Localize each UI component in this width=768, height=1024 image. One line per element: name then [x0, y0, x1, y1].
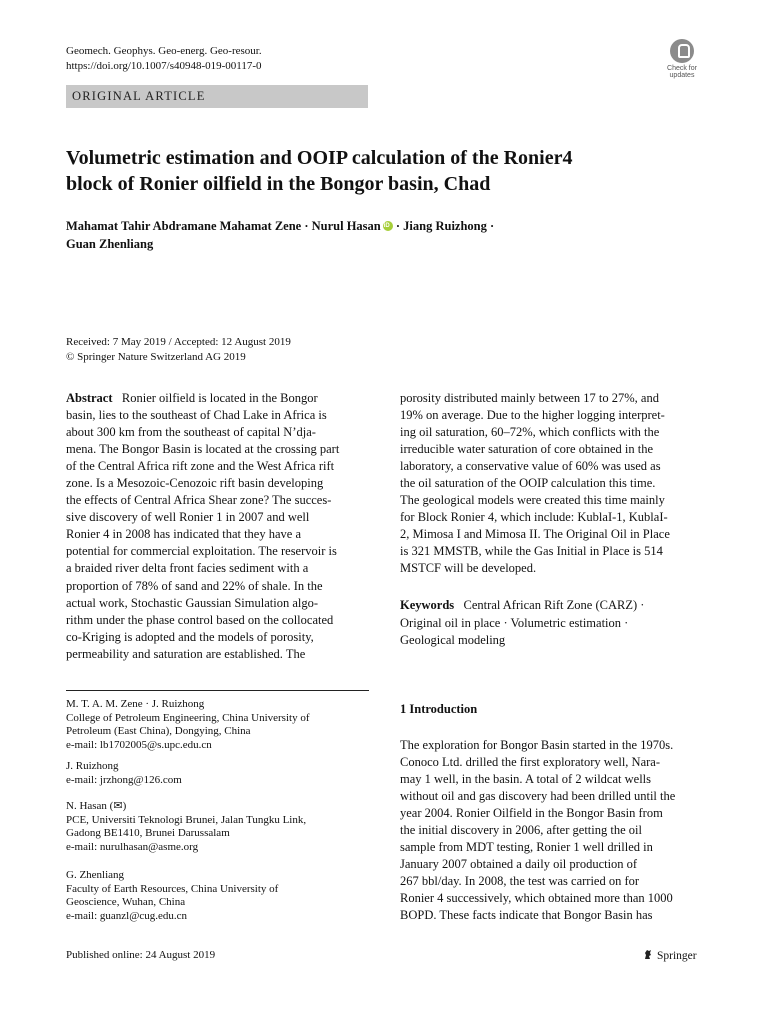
abstract-label: Abstract	[66, 391, 113, 405]
author-name[interactable]: Jiang Ruizhong	[403, 219, 487, 233]
email-link[interactable]: e-mail: nurulhasan@asme.org	[66, 841, 199, 854]
article-dates	[66, 335, 291, 365]
section-heading: 1 Introduction	[400, 702, 478, 716]
affiliation-block: J. Ruizhong e-mail: jrzhong@126.com	[66, 760, 369, 787]
keywords-block	[400, 597, 703, 650]
check-for-updates-badge[interactable]	[662, 39, 702, 79]
doi-link[interactable]: https://doi.org/10.1007/s40948-019-00117-0	[66, 60, 262, 72]
email-link[interactable]: e-mail: lb1702005@s.upc.edu.cn	[66, 739, 212, 752]
article-type: ORIGINAL ARTICLE	[72, 89, 206, 103]
springer-horse-icon	[643, 949, 653, 960]
article-type-band	[66, 85, 368, 108]
paper-title: Volumetric estimation and OOIP calculation of the Ronier4 block of Ronier oilfield in the Bongor basin, Chad	[66, 147, 573, 195]
affiliation-block: N. Hasan (✉) PCE, Universiti Teknologi Brunei, Jalan Tungku Link, Gadong BE1410, Brunei Darussalam e-mail: nurulhasan@asme.org	[66, 800, 369, 855]
keywords-label: Keywords	[400, 598, 455, 612]
journal-header	[66, 44, 262, 74]
introduction-text: The exploration for Bongor Basin started in the 1970s. Conoco Ltd. drilled the first exploratory well, Nara- may 1 well, in the basin. A total of 2 wildcat wells without oil and gas discovery had been drilled until the year 2004. Ronier Oilfield in the Bongor Basin from the initial discovery in 2006, after getting the oil sample from MDT testing, Ronier 1 well drilled in January 2007 obtained a daily oil production of 267 bbl/day. In 2008, the test was carried on for Ronier 4 successively, which obtained more than 1000 BOPD. These facts indicate that Bongor Basin has	[400, 738, 676, 923]
publisher-name: Springer	[657, 950, 697, 962]
abstract-left-column: Abstract Ronier oilfield is located in the Bongor basin, lies to the southeast of Chad Lake in Africa is about 300 km from the southeast of capital N’dja- mena. The Bongor Basin is located at the crossing part of the Central Africa rift zone and the West Africa rift zone. Is a Mesozoic-Cenozoic rift basin developing the effects of Central Africa Shear zone? The succes- sive discovery of well Ronier 1 in 2007 and well Ronier 4 in 2008 has indicated that they have a potential for commercial exploitation. The reservoir is a braided river delta front facies sediment with a proportion of 78% of sand and 22% of shale. In the actual work, Stochastic Gaussian Simulation algo- rithm under the phase control based on the collocated co-Kriging is adopted and the models of porosity, permeability and saturation are established. The	[66, 391, 340, 661]
email-link[interactable]: e-mail: jrzhong@126.com	[66, 773, 182, 786]
orcid-icon[interactable]	[383, 221, 393, 231]
email-link[interactable]: e-mail: guanzl@cug.edu.cn	[66, 910, 187, 923]
affiliation-block: M. T. A. M. Zene · J. Ruizhong College of Petroleum Engineering, China University of Petroleum (East China), Dongying, China e-mail: lb1702005@s.upc.edu.cn	[66, 698, 369, 753]
author-name[interactable]: Mahamat Tahir Abdramane Mahamat Zene	[66, 219, 302, 233]
abstract-right-column: porosity distributed mainly between 17 to 27%, and 19% on average. Due to the higher logging interpret- ing oil saturation, 60–72%, which conflicts with the irreducible water saturation of core obtained in the laboratory, a conservative value of 60% was used as the oil saturation of the OOIP calculation this time. The geological models were created this time mainly for Block Ronier 4, which include: KublaI-1, KublaI- 2, Mimosa I and Mimosa II. The Original Oil in Place is 321 MMSTB, while the Gas Initial in Place is 514 MSTCF will be developed.	[400, 391, 670, 576]
check-updates-text: Check for updates	[667, 65, 697, 79]
keyword-line: Central African Rift Zone (CARZ) ·	[463, 598, 645, 612]
author-name[interactable]: Guan Zhenliang	[66, 237, 154, 251]
keyword-line: Original oil in place · Volumetric estimation ·	[400, 615, 629, 630]
keyword-line: Geological modeling	[400, 633, 506, 647]
author-list: Mahamat Tahir Abdramane Mahamat Zene · Nurul HasaniD · Jiang Ruizhong · Guan Zhenliang	[66, 217, 686, 253]
affiliation-block: G. Zhenliang Faculty of Earth Resources, China University of Geoscience, Wuhan, China e-mail: guanzl@cug.edu.cn	[66, 869, 369, 924]
affiliation-divider	[66, 690, 369, 691]
published-online: Published online: 24 August 2019	[66, 949, 216, 961]
bookmark-icon	[670, 39, 694, 63]
author-name[interactable]: Nurul Hasan	[311, 219, 381, 233]
copyright-line: © Springer Nature Switzerland AG 2019	[66, 351, 246, 363]
journal-name: Geomech. Geophys. Geo-energ. Geo-resour.	[66, 45, 262, 57]
publisher-logo	[643, 949, 697, 962]
received-accepted: Received: 7 May 2019 / Accepted: 12 August 2019	[66, 336, 291, 348]
